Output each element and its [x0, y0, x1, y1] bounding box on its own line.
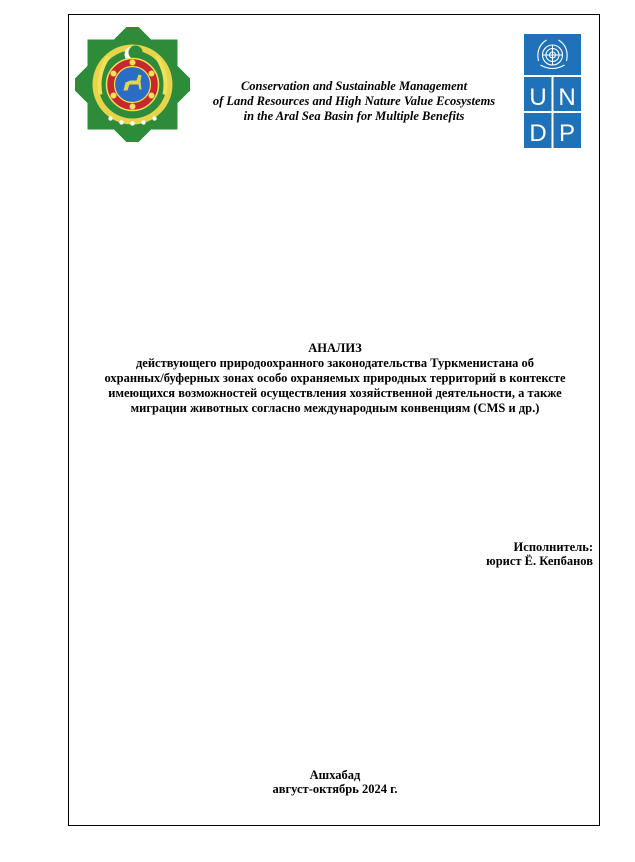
project-header — [190, 79, 518, 124]
footer-city: Ашхабад — [309, 768, 361, 782]
title-line: имеющихся возможностей осуществления хозяйственной деятельности, а также — [108, 386, 562, 400]
undp-letter-u: U — [529, 84, 547, 111]
undp-logo-icon — [524, 34, 581, 148]
undp-letter-d: D — [529, 120, 547, 147]
turkmenistan-emblem-icon — [75, 27, 190, 142]
title-line: действующего природоохранного законодательства Туркменистана об — [135, 356, 535, 370]
undp-letter-n: N — [558, 84, 576, 111]
footer-date: август-октябрь 2024 г. — [272, 782, 398, 796]
executor-name: юрист Ё. Кепбанов — [486, 554, 593, 568]
document-title — [70, 341, 600, 416]
footer-block — [70, 768, 600, 796]
undp-letter-p: P — [558, 120, 576, 147]
project-header-line: in the Aral Sea Basin for Multiple Benefits — [243, 109, 465, 123]
project-header-line: Conservation and Sustainable Management — [240, 79, 468, 93]
executor-label: Исполнитель: — [513, 540, 593, 554]
title-heading: АНАЛИЗ — [308, 341, 362, 355]
project-header-line: of Land Resources and High Nature Value Ecosystems — [212, 94, 496, 108]
title-line: охранных/буферных зонах особо охраняемых природных территорий в контексте — [104, 371, 566, 385]
title-line: миграции животных согласно международным конвенциям (CMS и др.) — [130, 401, 540, 415]
executor-block — [486, 540, 593, 568]
